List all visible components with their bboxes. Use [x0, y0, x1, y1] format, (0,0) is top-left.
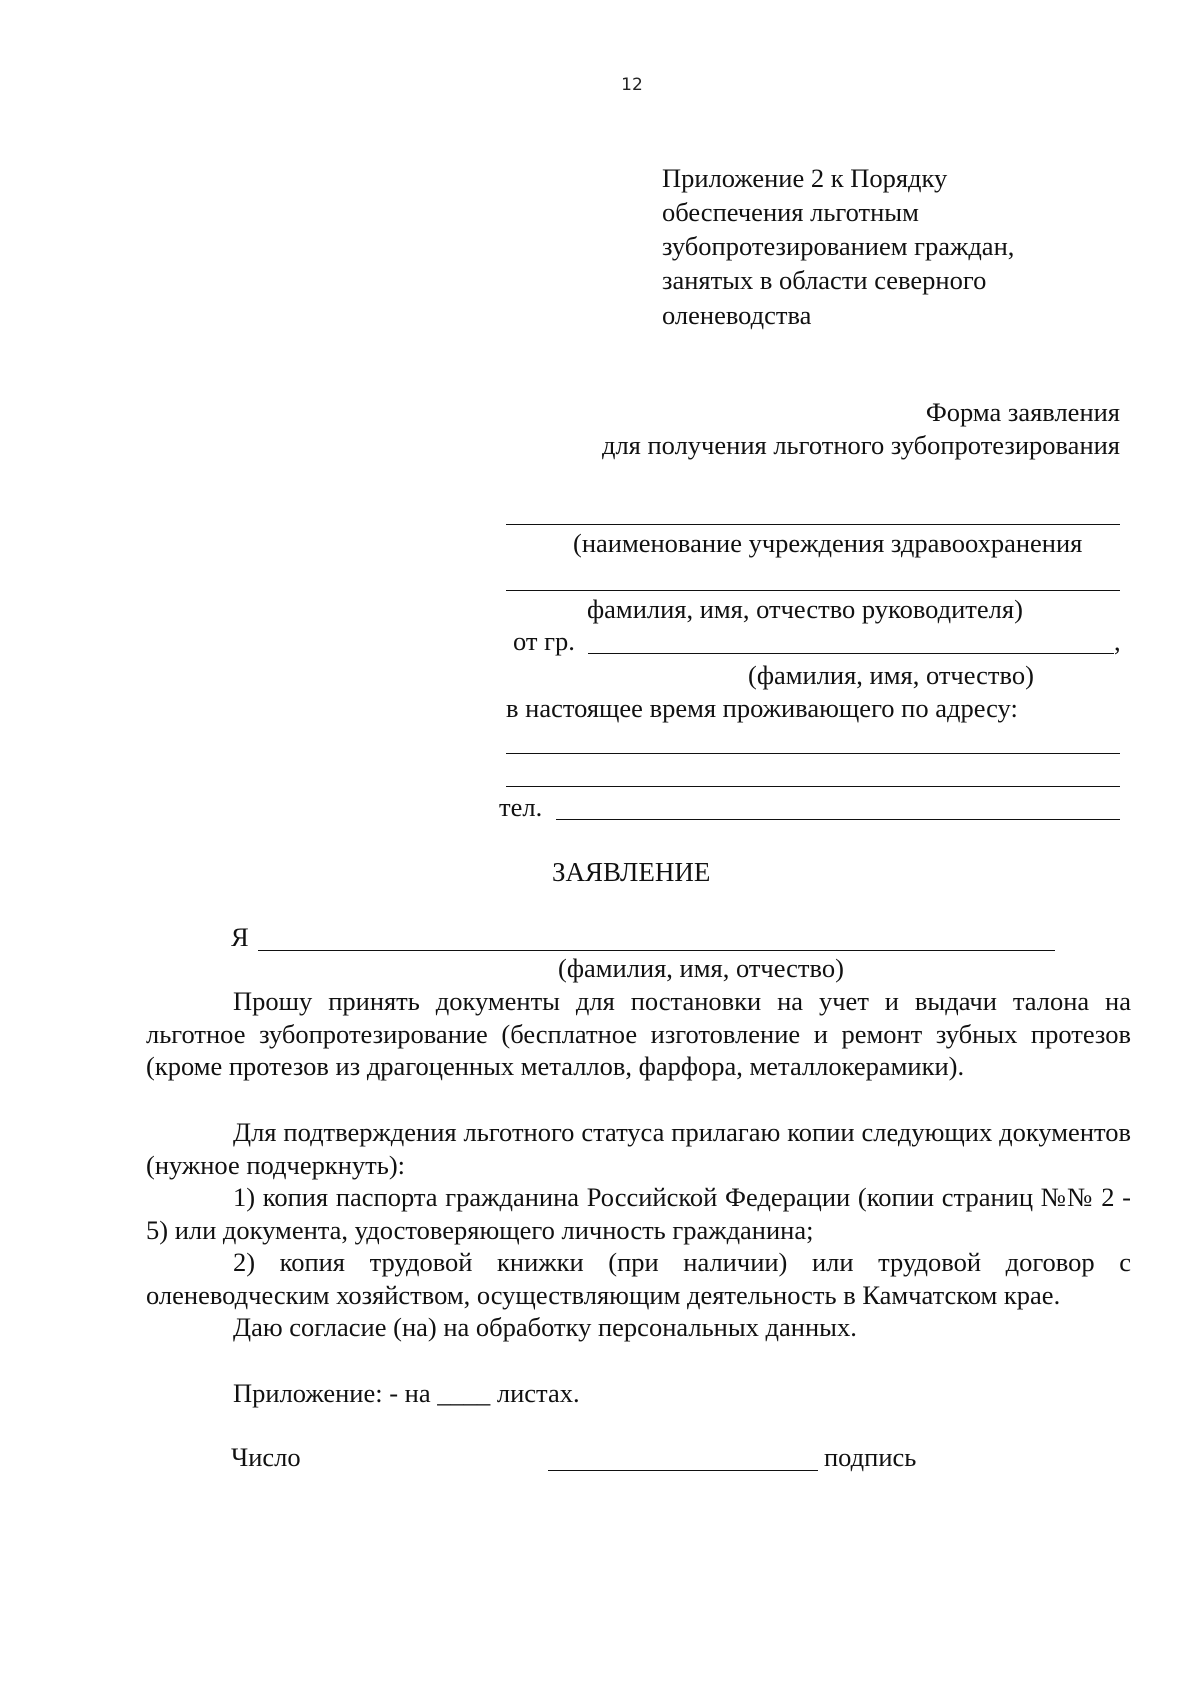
attachment-line: [233, 1377, 580, 1409]
institution-caption: (наименование учреждения здравоохранения: [573, 528, 1083, 558]
phone-line: [556, 819, 1120, 820]
head-name-caption: фамилия, имя, отчество руководителя): [587, 594, 1023, 624]
attachment-suffix: листах.: [496, 1378, 580, 1408]
document-item-2: 2) копия трудовой книжки (при наличии) или трудовой договор с оленеводческим хозяйством, осуществляющим деятельность в Камчатском крае.: [146, 1247, 1131, 1310]
head-name-line: [506, 590, 1120, 591]
applicant-name-caption: (фамилия, имя, отчество): [748, 660, 1034, 690]
documents-paragraph: Для подтверждения льготного статуса прилагаю копии следующих документов (нужное подчеркнуть):: [146, 1117, 1131, 1180]
appendix-line-1: Приложение 2 к Порядку: [662, 163, 948, 193]
form-title-line-2: для получения льготного зубопротезирования: [601, 430, 1120, 460]
applicant-full-name-line: [258, 950, 1055, 951]
institution-line: [506, 524, 1120, 525]
appendix-line-3: зубопротезированием граждан,: [662, 231, 1015, 261]
appendix-line-5: оленеводства: [662, 300, 812, 330]
from-comma: ,: [1114, 626, 1121, 656]
appendix-line-2: обеспечения льготным: [662, 197, 919, 227]
request-paragraph: Прошу принять документы для постановки на учет и выдачи талона на льготное зубопротезирование (бесплатное изготовление и ремонт зубных протезов (кроме протезов из драгоценных металлов, фарфора, металлокерамики).: [146, 986, 1131, 1082]
page-number: 12: [621, 75, 643, 95]
i-label: Я: [231, 922, 249, 952]
address-line-2: [506, 786, 1120, 787]
attachment-prefix: Приложение: - на: [233, 1378, 431, 1408]
consent-paragraph: Даю согласие (на) на обработку персональных данных.: [233, 1312, 857, 1342]
appendix-line-4: занятых в области северного: [662, 265, 987, 295]
document-item-1: 1) копия паспорта гражданина Российской Федерации (копии страниц №№ 2 - 5) или документа, удостоверяющего личность гражданина;: [146, 1182, 1131, 1245]
from-name-line: [588, 653, 1114, 654]
date-label: Число: [231, 1442, 301, 1472]
address-label: в настоящее время проживающего по адресу:: [506, 693, 1018, 723]
signature-label: подпись: [824, 1442, 917, 1472]
address-line-1: [506, 753, 1120, 754]
form-title-line-1: Форма заявления: [925, 397, 1120, 427]
statement-heading: ЗАЯВЛЕНИЕ: [552, 857, 711, 887]
from-label: от гр.: [513, 626, 575, 656]
phone-label: тел.: [499, 792, 543, 822]
signature-line: [548, 1470, 818, 1471]
applicant-full-name-caption: (фамилия, имя, отчество): [558, 953, 844, 983]
attachment-sheets-blank: ____: [437, 1378, 491, 1408]
